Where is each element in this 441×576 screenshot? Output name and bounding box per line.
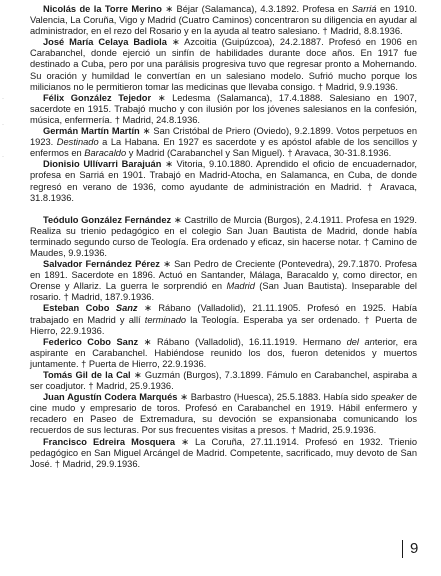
separator-asterisk: ∗ [138, 336, 157, 347]
entry-text: terior, era aspirante en Carabanchel. Habiéndose reunido los dos, fueron detenidos y muertos juntamente. † Puerta de Hierro, 22.9.1936. [30, 336, 417, 369]
biography-entry [30, 93, 417, 126]
person-name: Esteban Cobo [43, 303, 116, 314]
separator-asterisk: ∗ [161, 4, 177, 14]
person-name: Germán Martín Martín [43, 126, 140, 137]
separator-asterisk: ∗ [166, 37, 185, 48]
italic-text: Destinado [56, 137, 99, 148]
entry-text: de cine mudo y empresario de toros. Profesó en Carabanchel en 1919. Hábil enfermero y recadero en Paseo de Extremadura, su devoción se expansionaba comunicando los recuerdos de sus lecturas. Por sus frecuentes visitas a presos. † Madrid, 25.9.1936. [30, 392, 417, 436]
margin-mark: · [2, 122, 4, 128]
page-number: 9 [410, 540, 419, 557]
italic-text: Sarriá [351, 4, 377, 14]
entry-text: Rábano (Valladolid), 16.11.1919. Hermano [156, 336, 347, 347]
italic-text: del an [346, 336, 375, 347]
separator-asterisk: ∗ [130, 370, 145, 380]
entry-text: Barbastro (Huesca), 25.5.1883. Había sido [190, 392, 371, 403]
entry-text: Vitoria, 9.10.1880. Aprendido el oficio de encuadernador, profesa en Sarriá en 1901. Trabajó en Madrid-Atocha, en Salamanca, en Cuba, de donde regresó en verano de 1936, como ayudante de administración en Madrid. † Aravaca, 31.8.1936. [30, 159, 417, 203]
person-name: Tomás Gil de la Cal [43, 370, 131, 380]
italic-text: speaker [370, 392, 404, 403]
page-footer [402, 538, 438, 560]
italic-text: Baracaldo [84, 148, 127, 159]
biography-entry [30, 437, 417, 470]
separator-asterisk: ∗ [161, 159, 177, 170]
italic-text: terminado [144, 314, 187, 325]
person-name: Nicolás de la Torre Merino [43, 4, 162, 14]
biography-entry [30, 126, 417, 159]
entry-text: en 1910. Valencia, La Coruña, Vigo y Madrid (Cuatro Caminos) concentraron su diligencia en ayudar al administrador, en el rezo del Rosario y en la ayuda al teatro salesiano. † Madrid, 8.8.1936. [30, 4, 417, 37]
person-name: Juan Agustín Codera Marqués [43, 392, 178, 403]
folio-rule [402, 540, 403, 558]
margin-mark: · [2, 154, 4, 160]
entry-text: la Teología. Esperaba ya ser ordenado. † Puerta de Hierro, 22.9.1936. [30, 314, 417, 336]
entry-text: San Pedro de Creciente (Pontevedra), 29.7.1870. Profesa en 1891. Sacerdote en 1896. Actuó en Santander, Málaga, Baracaldo y, como director, en Orense y Allariz. La guerra le sorprendió en [30, 259, 417, 292]
entry-text: (San Juan Bautista). Inseparable del rosario. † Madrid, 187.9.1936. [30, 281, 417, 303]
person-name: Salvador Fernández Pérez [43, 259, 160, 270]
biography-entry [30, 259, 417, 303]
entry-text: Guzmán (Burgos), 7.3.1899. Fámulo en Carabanchel, aspiraba a ser coadjutor. † Madrid, 25.9.1936. [30, 370, 417, 392]
person-name: Federico Cobo Sanz [43, 336, 139, 347]
entry-text: Castrillo de Murcia (Burgos), 2.4.1911. Profesa en 1929. Realiza su trienio pedagógico en el colegio San Juan Bautista de Madrid, donde había terminado segundo curso de Teología. Era ordenado y eficaz, sin hacerse notar. † Camino de Maudes, 9.9.1936. [30, 214, 417, 258]
entry-text: Ledesma (Salamanca), 17.4.1888. Salesiano en 1907, sacerdote en 1915. Trabajó mucho y con ilusión por los jóvenes salesianos en la confesión, música, enfermería. † Madrid, 24.8.1936. [30, 92, 417, 125]
biography-entry [30, 303, 417, 336]
separator-asterisk: ∗ [137, 303, 159, 314]
entry-text: Rábano (Valladolid), 21.11.1905. Profesó en 1925. Había trabajado en Madrid y allí [30, 303, 417, 325]
person-name-italic: Sanz [115, 303, 138, 314]
biography-entry [30, 337, 417, 370]
biography-entry [30, 159, 417, 203]
entry-text: San Cristóbal de Priero (Oviedo), 9.2.1899. Votos perpetuos en 1923. [30, 126, 417, 148]
person-name: Francisco Edreira Mosquera [43, 436, 176, 447]
person-name: Teódulo González Fernández [43, 214, 172, 225]
entry-text: a La Habana. En 1927 es sacerdote y es apóstol afable de los sencillos y enfermos en [30, 137, 417, 159]
biography-entry [30, 370, 417, 392]
biography-entry [30, 37, 417, 92]
entry-text: y Madrid (Carabanchel y San Miguel). † Aravaca, 30-31.8.1936. [126, 148, 392, 159]
entry-text: Béjar (Salamanca), 4.3.1892. Profesa en [176, 4, 352, 14]
person-name: José María Celaya Badiola [43, 37, 167, 48]
biography-entry [30, 215, 417, 259]
separator-asterisk: ∗ [151, 92, 173, 103]
separator-asterisk: ∗ [139, 126, 154, 137]
person-name: Félix González Tejedor [43, 92, 152, 103]
entry-text: Azcoitia (Guipúzcoa), 24.2.1887. Profesó en 1906 en Carabanchel, donde ejerció un sinfín de habilidades durante doce años. En 1917 fue destinado a Cuba, pero por una parálisis progresiva tuvo que regresar pronto a Mohernando. Su oración y humildad le convertían en un salesiano modelo. Sufrió mucho porque los milicianos no le permitieron tomar las medicinas que llevaba consigo. † Madrid, 9.9.1936. [30, 37, 417, 92]
separator-asterisk: ∗ [171, 214, 185, 225]
italic-text: Madrid [226, 281, 255, 292]
separator-asterisk: ∗ [175, 436, 196, 447]
margin-mark: · [2, 96, 4, 102]
entry-text: La Coruña, 27.11.1914. Profesó en 1932. Trienio pedagógico en San Miguel Arcángel de Madrid. Competente, sacrificado, muy devoto de San José. † Madrid, 29.9.1936. [30, 436, 417, 469]
separator-asterisk: ∗ [159, 259, 175, 270]
separator-asterisk: ∗ [177, 392, 191, 403]
biography-entry [30, 4, 417, 37]
biography-entry [30, 392, 417, 436]
biography-list [30, 4, 417, 470]
person-name: Dionisio Ullívarri Barajuán [43, 159, 162, 170]
